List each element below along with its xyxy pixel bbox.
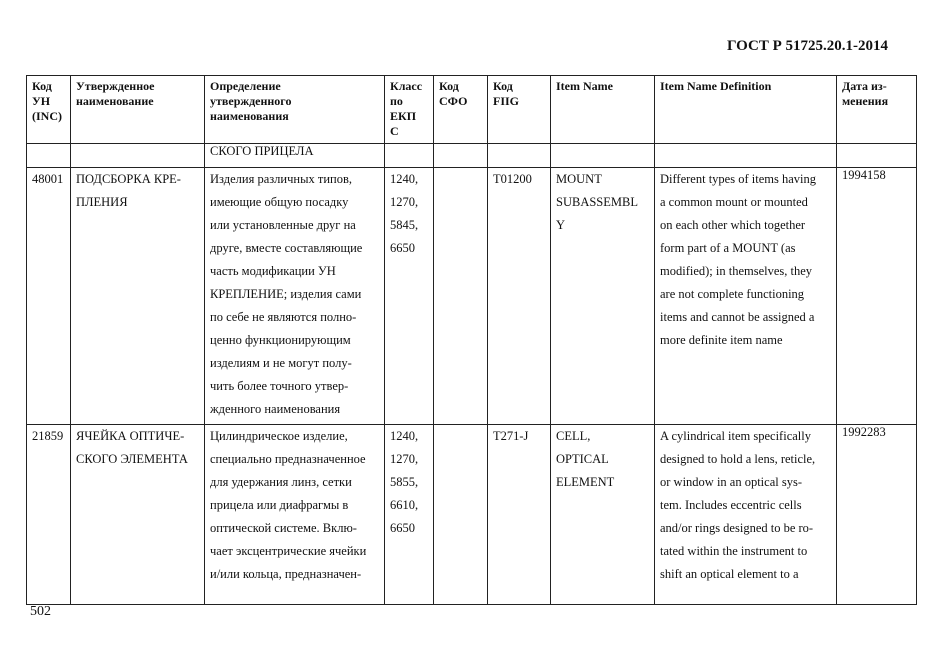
item-definition-cell <box>655 168 837 425</box>
cell-text: КРЕПЛЕНИЕ; изделия сами <box>210 287 362 301</box>
header-definition <box>205 76 385 144</box>
cell-text: СКОГО ЭЛЕМЕНТА <box>76 452 188 466</box>
fiig-cell <box>488 168 551 425</box>
cell-text: ПОДСБОРКА КРЕ- <box>76 172 181 186</box>
cell-text: more definite item name <box>660 333 783 347</box>
header-line: по <box>390 94 403 108</box>
continuation-text: СКОГО ПРИЦЕЛА <box>205 144 385 168</box>
cell-text: SUBASSEMBL <box>556 195 638 209</box>
cell-text: MOUNT <box>556 172 602 186</box>
name-cell <box>71 425 205 605</box>
cell-text: специально предназначенное <box>210 452 366 466</box>
cell-text: ELEMENT <box>556 475 615 489</box>
cell-text: жденного наименования <box>210 402 341 416</box>
cell-text: 6610, <box>390 498 419 512</box>
header-class <box>385 76 434 144</box>
cell-text: Цилиндрическое изделие, <box>210 429 348 443</box>
sfo-cell <box>434 168 488 425</box>
cell-text: Different types of items having <box>660 172 816 186</box>
cell-text: 6650 <box>390 521 415 535</box>
cell-text: modified); in themselves, they <box>660 264 813 278</box>
date-cell <box>837 168 917 425</box>
cell-text: и/или кольца, предназначен- <box>210 567 362 581</box>
cell-text: 5845, <box>390 218 419 232</box>
header-line: менения <box>842 94 889 108</box>
cell-text: имеющие общую посадку <box>210 195 349 209</box>
cell-text: A cylindrical item specifically <box>660 429 811 443</box>
cell-text: оптической системе. Вклю- <box>210 521 357 535</box>
cell-text: designed to hold a lens, reticle, <box>660 452 816 466</box>
item-name-cell <box>551 425 655 605</box>
definition-cell <box>205 425 385 605</box>
cell-text: часть модификации УН <box>210 264 336 278</box>
cell-text: OPTICAL <box>556 452 609 466</box>
cell-text: друге, вместе составляющие <box>210 241 363 255</box>
header-line: СФО <box>439 94 468 108</box>
cell-text: shift an optical element to a <box>660 567 799 581</box>
header-line: Item Name Definition <box>660 79 772 93</box>
cell-text: on each other which together <box>660 218 806 232</box>
cell-text: 1240, <box>390 172 419 186</box>
cell-text: ЯЧЕЙКА ОПТИЧЕ- <box>76 429 185 443</box>
definition-cell <box>205 168 385 425</box>
cell-text: 6650 <box>390 241 415 255</box>
fiig-cell <box>488 425 551 605</box>
cell-text: ценно функционирующим <box>210 333 351 347</box>
header-line: FIIG <box>493 94 520 108</box>
header-line: утвержденного <box>210 94 292 108</box>
cell-text: T271-J <box>493 429 529 443</box>
cell-text: прицела или диафрагмы в <box>210 498 349 512</box>
cell-text: tated within the instrument to <box>660 544 808 558</box>
header-line: Item Name <box>556 79 613 93</box>
header-sfo <box>434 76 488 144</box>
cell-text: T01200 <box>493 172 532 186</box>
header-code <box>27 76 71 144</box>
cell-text: Изделия различных типов, <box>210 172 352 186</box>
table-row <box>27 168 917 425</box>
header-line: Утвержденное <box>76 79 155 93</box>
sfo-cell <box>434 425 488 605</box>
item-definition-cell <box>655 425 837 605</box>
header-line: наименование <box>76 94 154 108</box>
table-header-row <box>27 76 917 144</box>
cell-text: a common mount or mounted <box>660 195 808 209</box>
cell-text: чить более точного утвер- <box>210 379 349 393</box>
name-cell <box>71 168 205 425</box>
cell-text: and/or rings designed to be ro- <box>660 521 814 535</box>
header-item-name <box>551 76 655 144</box>
cell-text: CELL, <box>556 429 591 443</box>
cell-text: 21859 <box>32 429 64 443</box>
code-cell <box>27 425 71 605</box>
header-line: Код <box>439 79 459 93</box>
cell-text: or window in an optical sys- <box>660 475 802 489</box>
header-line: Класс <box>390 79 423 93</box>
header-line: Код <box>32 79 52 93</box>
cell-text: 48001 <box>32 172 64 186</box>
page-number: 502 <box>30 604 51 619</box>
header-line: С <box>390 124 399 138</box>
header-line: Определение <box>210 79 281 93</box>
code-cell <box>27 168 71 425</box>
cell-text: Y <box>556 218 566 232</box>
classification-table <box>26 75 917 605</box>
cell-text: tem. Includes eccentric cells <box>660 498 802 512</box>
header-line: УН <box>32 94 51 108</box>
cell-text: are not complete functioning <box>660 287 805 301</box>
cell-text: изделиям и не могут полу- <box>210 356 352 370</box>
header-line: (INC) <box>32 109 62 123</box>
cell-text: 1994158 <box>842 168 886 182</box>
standard-number: ГОСТ Р 51725.20.1-2014 <box>726 38 888 54</box>
cell-text: 1240, <box>390 429 419 443</box>
date-cell <box>837 425 917 605</box>
header-item-definition <box>655 76 837 144</box>
cell-text: 5855, <box>390 475 419 489</box>
continuation-row <box>27 144 917 168</box>
header-line: ЕКП <box>390 109 417 123</box>
header-approved-name <box>71 76 205 144</box>
cell-text: для удержания линз, сетки <box>210 475 352 489</box>
cell-text: 1270, <box>390 195 419 209</box>
item-name-cell <box>551 168 655 425</box>
header-line: Код <box>493 79 513 93</box>
class-cell <box>385 425 434 605</box>
cell-text: form part of a MOUNT (as <box>660 241 796 255</box>
table-row <box>27 425 917 605</box>
header-fiig <box>488 76 551 144</box>
header-date <box>837 76 917 144</box>
header-line: наименования <box>210 109 289 123</box>
cell-text: ПЛЕНИЯ <box>76 195 128 209</box>
cell-text: чает эксцентрические ячейки <box>210 544 367 558</box>
cell-text: 1992283 <box>842 425 886 439</box>
cell-text: по себе не являются полно- <box>210 310 357 324</box>
class-cell <box>385 168 434 425</box>
cell-text: 1270, <box>390 452 419 466</box>
cell-text: или установленные друг на <box>210 218 356 232</box>
header-line: Дата из- <box>842 79 887 93</box>
cell-text: items and cannot be assigned a <box>660 310 815 324</box>
